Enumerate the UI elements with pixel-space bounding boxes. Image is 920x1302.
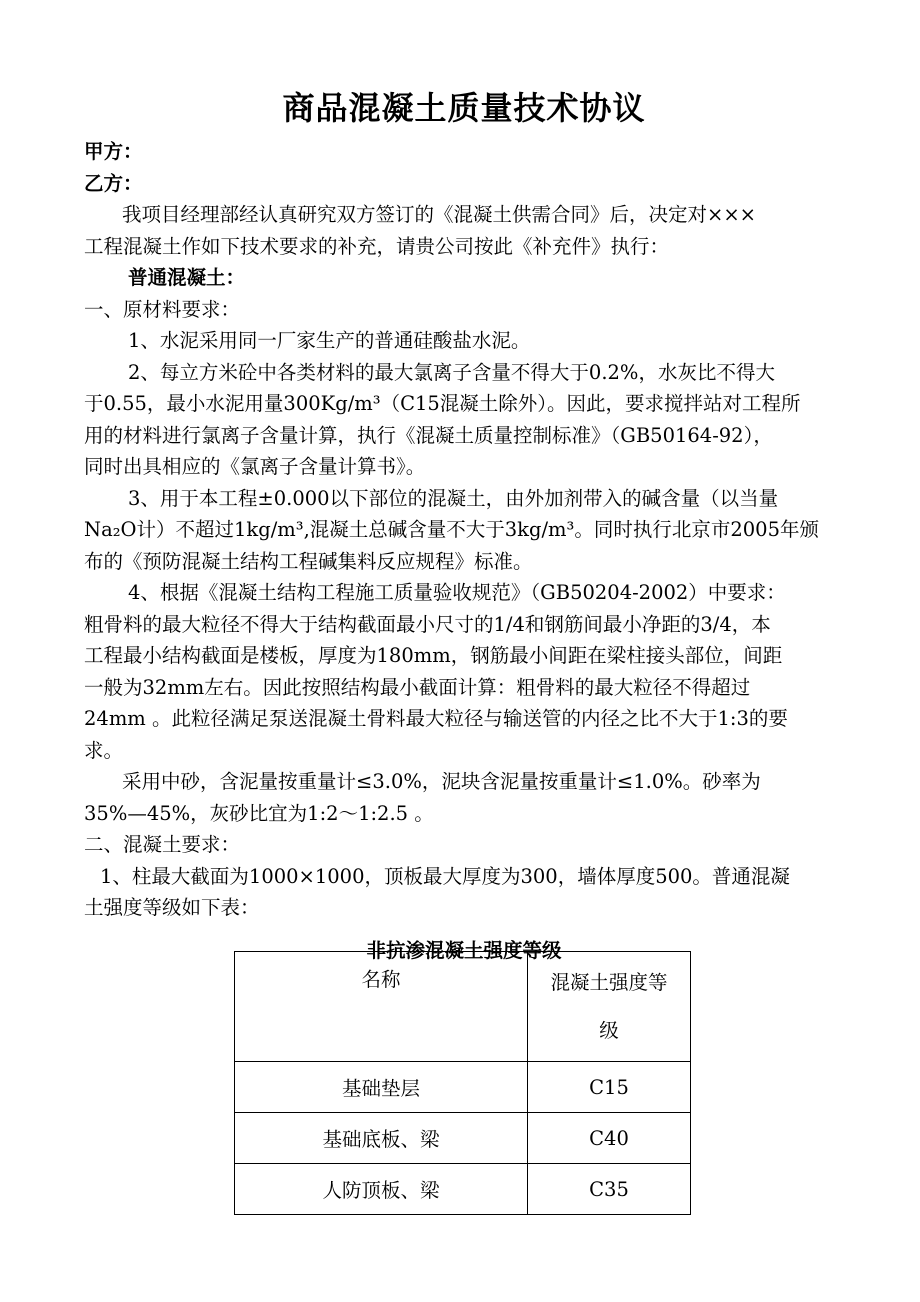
header-grade-line-2: 级 <box>599 1018 619 1042</box>
party-a-label: 甲方： <box>84 140 143 163</box>
item-3-line-3: 布的《预防混凝土结构工程碱集料反应规程》标准。 <box>84 549 533 573</box>
sand-line-1: 采用中砂，含泥量按重量计≤3.0%，泥块含泥量按重量计≤1.0%。砂率为 <box>122 770 761 793</box>
strength-grade-table <box>234 951 691 1215</box>
item-4-line-1: 4、根据《混凝土结构工程施工质量验收规范》（GB50204-2002）中要求： <box>128 581 786 604</box>
section-1-heading: 一、原材料要求： <box>84 297 241 321</box>
item-3-line-1: 3、用于本工程±0.000以下部位的混凝土，由外加剂带入的碱含量（以当量 <box>128 486 779 510</box>
document-body <box>84 86 844 968</box>
row-name-cell: 基础底板、梁 <box>235 1113 528 1164</box>
table-title: 非抗渗混凝土强度等级 <box>366 938 562 962</box>
header-grade-line-1: 混凝土强度等 <box>550 970 668 994</box>
row-name-cell: 人防顶板、梁 <box>235 1164 528 1215</box>
item-2-line-3: 用的材料进行氯离子含量计算，执行《混凝土质量控制标准》（GB50164-92）， <box>84 423 773 447</box>
column-line-2: 土强度等级如下表： <box>84 896 260 919</box>
item-2-line-4: 同时出具相应的《氯离子含量计算书》。 <box>84 455 426 478</box>
item-2-line-2: 于0.55，最小水泥用量300Kg/m³（C15混凝土除外）。因此，要求搅拌站对工程所 <box>84 392 801 415</box>
row-name-cell: 基础垫层 <box>235 1062 528 1113</box>
party-b-label: 乙方： <box>84 171 143 195</box>
intro-line-1: 我项目经理部经认真研究双方签订的《混凝土供需合同》后，决定对××× <box>122 203 757 226</box>
item-4-line-2: 粗骨料的最大粒径不得大于结构截面最小尺寸的1/4和钢筋间最小净距的3/4，本 <box>84 612 771 636</box>
row-grade-cell: C40 <box>528 1113 691 1164</box>
sand-line-2: 35%—45%，灰砂比宜为1:2～1:2.5 。 <box>84 801 434 825</box>
item-4-line-3: 工程最小结构截面是楼板，厚度为180mm，钢筋最小间距在梁柱接头部位，间距 <box>84 644 783 667</box>
row-grade-cell: C35 <box>528 1164 691 1215</box>
item-4-line-5: 24mm 。此粒径满足泵送混凝土骨料最大粒径与输送管的内径之比不大于1:3的要 <box>84 707 788 730</box>
header-grade-cell <box>528 952 691 1062</box>
header-name-cell: 名称 <box>235 952 528 1062</box>
section-2-heading: 二、混凝土要求： <box>84 833 241 856</box>
column-line-1: 1、柱最大截面为1000×1000，顶板最大厚度为300，墙体厚度500。普通混凝 <box>100 864 790 888</box>
subheading-ordinary-concrete: 普通混凝土： <box>128 266 246 289</box>
item-2-line-1: 2、每立方米砼中各类材料的最大氯离子含量不得大于0.2%，水灰比不得大 <box>128 360 775 384</box>
table-row <box>235 1164 691 1215</box>
intro-line-2: 工程混凝土作如下技术要求的补充，请贵公司按此《补充件》执行： <box>84 234 670 258</box>
table-row <box>235 1062 691 1113</box>
table-header-row <box>235 952 691 1062</box>
row-grade-cell: C15 <box>528 1062 691 1113</box>
table-row <box>235 1113 691 1164</box>
item-1: 1、水泥采用同一厂家生产的普通硅酸盐水泥。 <box>128 329 531 352</box>
item-3-line-2: Na₂O计）不超过1kg/m³,混凝土总碱含量不大于3kg/m³。同时执行北京市2005年颁 <box>84 518 819 541</box>
item-4-line-4: 一般为32mm左右。因此按照结构最小截面计算：粗骨料的最大粒径不得超过 <box>84 675 751 699</box>
item-4-line-6: 求。 <box>84 738 124 762</box>
document-title: 商品混凝土质量技术协议 <box>282 89 646 127</box>
